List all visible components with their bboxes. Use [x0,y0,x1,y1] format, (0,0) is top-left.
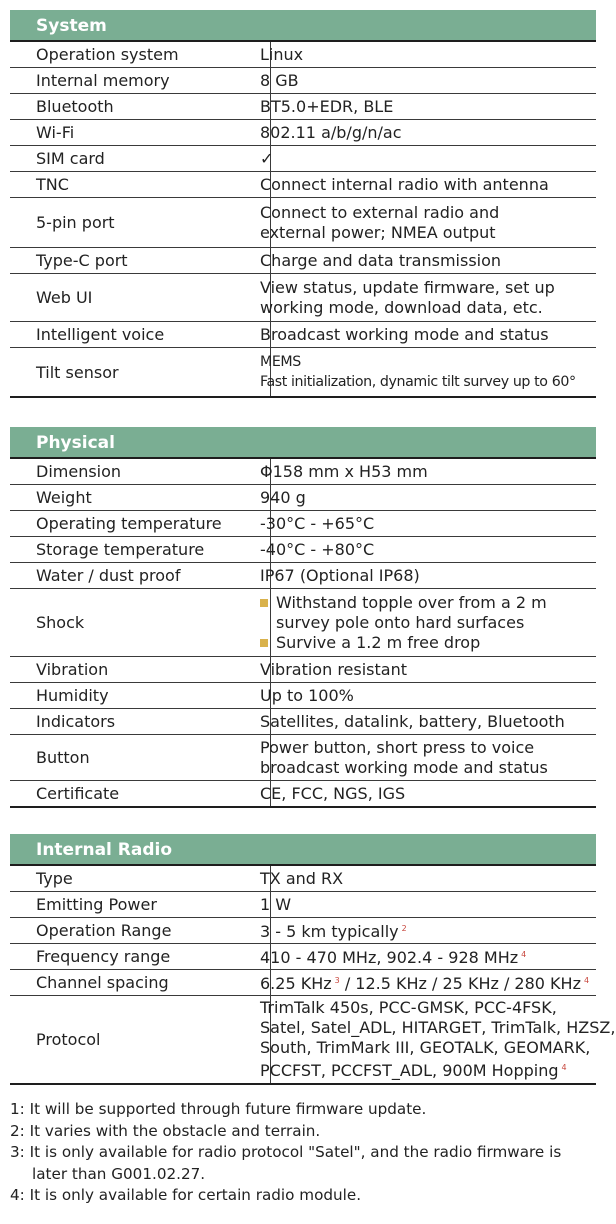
table-row [10,172,596,198]
table-row [10,735,596,781]
value-text: / 12.5 KHz / 25 KHz / 280 KHz [344,974,581,993]
table-row [10,683,596,709]
row-value: MEMS [260,354,301,370]
physical-section [10,427,596,808]
row-label: Shock [10,589,271,656]
row-label: Button [10,735,271,780]
row-label: Certificate [10,781,271,806]
table-row [10,146,596,172]
row-value: Satellites, datalink, battery, Bluetooth [260,711,565,731]
table-row [10,198,596,248]
row-label: Internal memory [10,68,271,93]
row-label: Humidity [10,683,271,708]
bullet-item [260,633,596,653]
row-value: external power; NMEA output [260,222,496,242]
row-value: Connect to external radio and [260,202,500,222]
row-value: Satel, Satel_ADL, HITARGET, TrimTalk, HZSZ, [260,1018,616,1037]
system-section [10,10,596,398]
table-row [10,781,596,808]
row-label: Channel spacing [10,970,271,995]
table-row [10,944,596,970]
row-value: TX and RX [260,868,344,888]
row-value: -30°C - +65°C [260,513,375,533]
row-label: Emitting Power [10,892,271,917]
row-label: 5-pin port [10,198,271,247]
row-value: working mode, download data, etc. [260,297,543,317]
bullet-square-icon [260,599,268,607]
row-label: Frequency range [10,944,271,969]
table-row [10,537,596,563]
row-value: BT5.0+EDR, BLE [260,96,394,116]
table-row [10,485,596,511]
row-value: 802.11 a/b/g/n/ac [260,122,402,142]
table-row [10,348,596,398]
value-text: 410 - 470 MHz, 902.4 - 928 MHz [260,948,519,967]
table-row [10,274,596,322]
footnote-marker: 4 [583,976,590,985]
radio-section [10,834,616,1085]
row-value: Linux [260,44,304,64]
row-value: IP67 (Optional IP68) [260,565,420,585]
table-row [10,892,596,918]
footnote: 4: It is only available for certain radio module. [10,1186,362,1204]
footnote-marker: 4 [521,950,527,959]
row-value: 8 GB [260,70,299,90]
row-value: 1 W [260,894,292,914]
row-value: survey pole onto hard surfaces [276,612,525,632]
value-text: 3 - 5 km typically [260,922,399,941]
row-label: Operation Range [10,918,271,943]
row-label: Protocol [10,996,271,1083]
row-label: Storage temperature [10,537,271,562]
row-value: Φ158 mm x H53 mm [260,461,428,481]
row-value: Up to 100% [260,685,354,705]
row-label: TNC [10,172,271,197]
footnote-marker: 4 [561,1063,567,1072]
system-header: System [10,10,596,40]
table-row [10,657,596,683]
row-label: Web UI [10,274,271,321]
row-label: Weight [10,485,271,510]
table-row [10,42,596,68]
table-row [10,563,596,589]
row-value: Charge and data transmission [260,250,502,270]
row-value [260,919,596,942]
row-value: Vibration resistant [260,659,407,679]
row-label: Water / dust proof [10,563,271,588]
checkmark-icon: ✓ [260,148,274,168]
row-value: South, TrimMark III, GEOTALK, GEOMARK, [260,1038,591,1057]
table-row [10,120,596,146]
table-row [10,94,596,120]
value-text: PCCFST, PCCFST_ADL, 900M Hopping [260,1061,559,1080]
table-row [10,511,596,537]
table-row [10,970,596,996]
value-text: 6.25 KHz [260,974,332,993]
row-label: Operation system [10,42,271,67]
row-value: CE, FCC, NGS, IGS [260,783,406,803]
footnotes [10,1099,610,1207]
table-row [10,996,616,1085]
bullet-item [260,593,596,613]
row-value [260,971,596,994]
row-label: Intelligent voice [10,322,271,347]
row-value: Fast initialization, dynamic tilt survey up to 60° [260,374,576,390]
row-value: Power button, short press to voice [260,737,535,757]
table-row [10,866,596,892]
row-value: TrimTalk 450s, PCC-GMSK, PCC-4FSK, [260,998,557,1017]
row-value: Survive a 1.2 m free drop [276,632,481,652]
radio-header: Internal Radio [10,834,596,864]
row-label: SIM card [10,146,271,171]
row-label: Wi-Fi [10,120,271,145]
row-value: Broadcast working mode and status [260,324,549,344]
table-row [10,918,596,944]
row-value: -40°C - +80°C [260,539,375,559]
footnote: 3: It is only available for radio protocol "Satel", and the radio firmware is [10,1143,562,1161]
row-label: Tilt sensor [10,348,271,396]
table-row [10,68,596,94]
footnote-marker: 3 [334,976,340,985]
row-value: Connect internal radio with antenna [260,174,549,194]
footnote: 2: It varies with the obstacle and terrain. [10,1121,321,1140]
footnote: later than G001.02.27. [32,1164,206,1183]
row-label: Bluetooth [10,94,271,119]
row-label: Dimension [10,459,271,484]
row-value [260,1058,596,1081]
table-row [10,709,596,735]
table-row [10,248,596,274]
row-label: Operating temperature [10,511,271,536]
row-label: Type [10,866,271,891]
row-value: Withstand topple over from a 2 m [276,592,547,612]
row-value: 940 g [260,487,306,507]
table-row [10,589,596,657]
row-label: Indicators [10,709,271,734]
row-label: Type-C port [10,248,271,273]
row-value [260,945,596,968]
table-row [10,322,596,348]
footnote-marker: 2 [401,924,407,933]
table-row [10,459,596,485]
physical-header: Physical [10,427,596,457]
row-value: broadcast working mode and status [260,757,548,777]
footnote: 1: It will be supported through future firmware update. [10,1100,427,1118]
row-label: Vibration [10,657,271,682]
bullet-square-icon [260,639,268,647]
row-value: View status, update firmware, set up [260,277,555,297]
